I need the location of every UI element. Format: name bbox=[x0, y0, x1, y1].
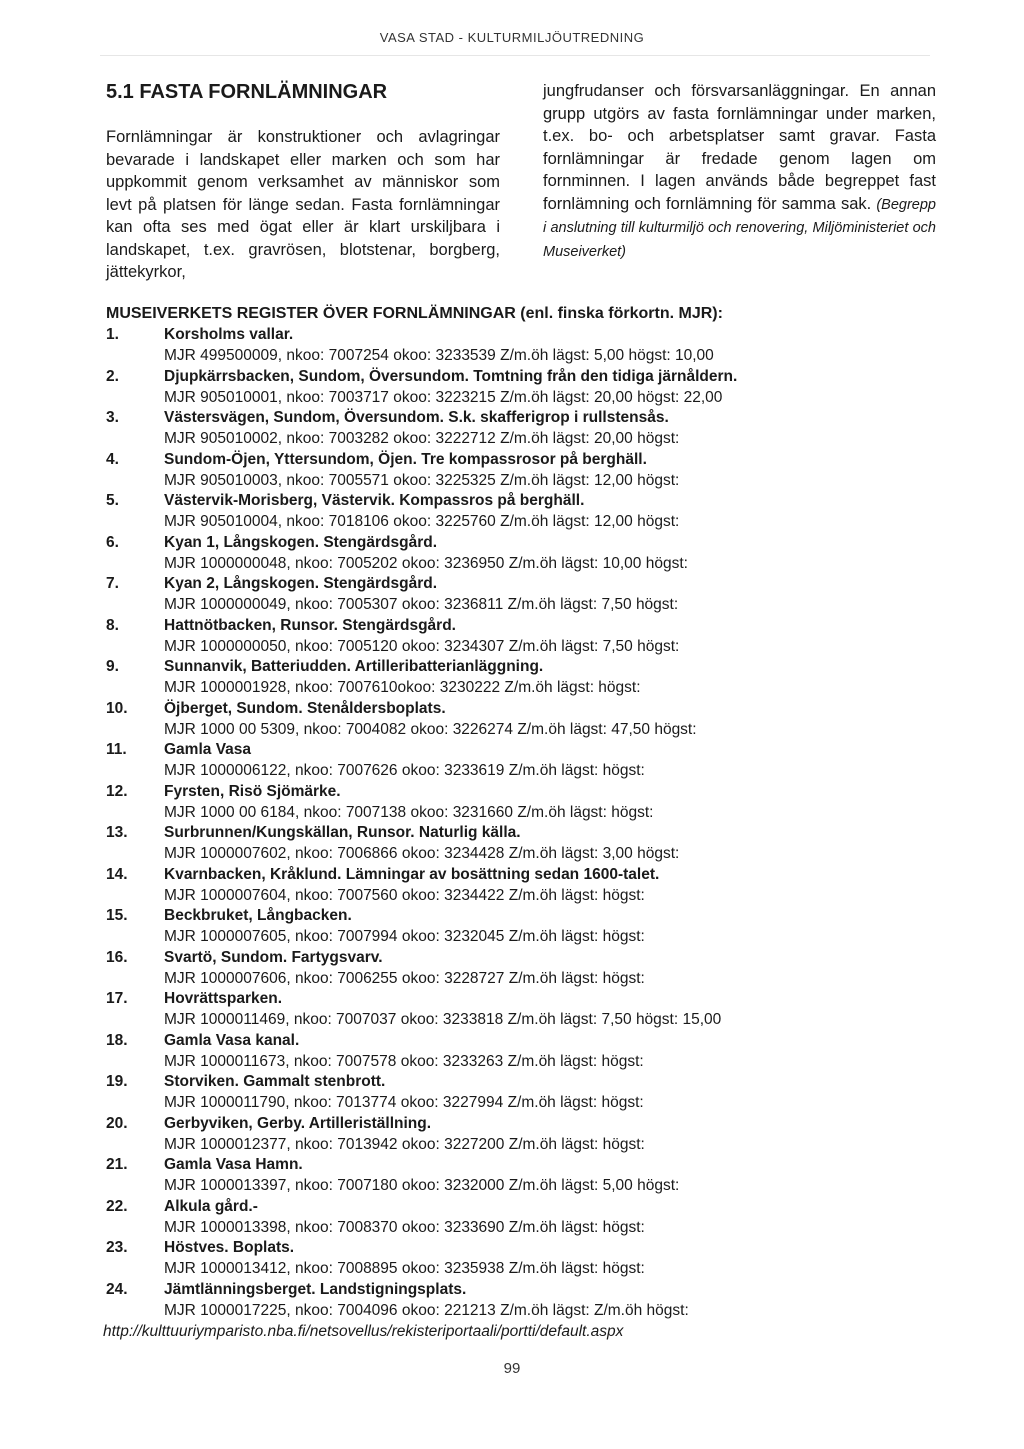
register-item-detail: MJR 1000017225, nkoo: 7004096 okoo: 221213 Z/m.öh lägst: Z/m.öh högst: bbox=[164, 1301, 689, 1319]
register-item-detail: MJR 1000001928, nkoo: 7007610okoo: 3230222 Z/m.öh lägst: högst: bbox=[164, 679, 641, 696]
source-note: (Begrepp i anslutning till kulturmiljö och renovering, Miljöministeriet och Museiverket) bbox=[543, 196, 936, 260]
register-item-detail: MJR 1000007602, nkoo: 7006866 okoo: 3234428 Z/m.öh lägst: 3,00 högst: bbox=[164, 845, 680, 862]
register-item bbox=[106, 1114, 946, 1156]
register-item-detail: MJR 1000012377, nkoo: 7013942 okoo: 3227200 Z/m.öh lägst: högst: bbox=[164, 1135, 645, 1153]
register-item-title: Kvarnbacken, Kråklund. Lämningar av bosättning sedan 1600-talet. bbox=[164, 865, 660, 883]
register-item-number: 22. bbox=[106, 1197, 128, 1215]
register-item-title: Gamla Vasa bbox=[164, 741, 252, 758]
register-item bbox=[106, 989, 946, 1031]
register-item bbox=[106, 906, 946, 948]
register-item-title: Djupkärrsbacken, Sundom, Översundom. Tomtning från den tidiga järnåldern. bbox=[164, 367, 738, 385]
register-item bbox=[106, 1197, 946, 1239]
register-item bbox=[106, 450, 946, 492]
register-item bbox=[106, 699, 946, 741]
register-item-number: 7. bbox=[106, 575, 119, 592]
register-item-title: Storviken. Gammalt stenbrott. bbox=[164, 1073, 386, 1090]
register-item-detail: MJR 905010003, nkoo: 7005571 okoo: 3225325 Z/m.öh lägst: 12,00 högst: bbox=[164, 471, 680, 489]
register-item bbox=[106, 325, 946, 367]
register-item-number: 18. bbox=[106, 1031, 128, 1049]
register-item-title: Västervik-Morisberg, Västervik. Kompassros på berghäll. bbox=[164, 492, 585, 509]
header-divider bbox=[100, 55, 930, 56]
register-item-detail: MJR 1000007606, nkoo: 7006255 okoo: 3228727 Z/m.öh lägst: högst: bbox=[164, 969, 645, 987]
register-item-title: Öjberget, Sundom. Stenåldersboplats. bbox=[164, 699, 446, 717]
register-item bbox=[106, 823, 946, 865]
register-item-number: 8. bbox=[106, 616, 119, 634]
register-item-detail: MJR 1000013398, nkoo: 7008370 okoo: 3233690 Z/m.öh lägst: högst: bbox=[164, 1218, 645, 1236]
register-item-number: 21. bbox=[106, 1156, 128, 1173]
register-item-number: 19. bbox=[106, 1073, 128, 1090]
register-item bbox=[106, 740, 946, 782]
register-item-number: 11. bbox=[106, 741, 127, 758]
register-item bbox=[106, 367, 946, 409]
register-item-number: 1. bbox=[106, 326, 119, 343]
source-link[interactable]: http://kulttuuriymparisto.nba.fi/netsovellus/rekisteriportaali/portti/default.aspx bbox=[103, 1323, 624, 1340]
register-item-title: Fyrsten, Risö Sjömärke. bbox=[164, 782, 341, 800]
register-item-detail: MJR 1000006122, nkoo: 7007626 okoo: 3233619 Z/m.öh lägst: högst: bbox=[164, 762, 645, 779]
register-item-title: Sunnanvik, Batteriudden. Artilleribatterianläggning. bbox=[164, 658, 544, 675]
register-item-detail: MJR 1000013412, nkoo: 7008895 okoo: 3235938 Z/m.öh lägst: högst: bbox=[164, 1260, 645, 1277]
register-item-number: 16. bbox=[106, 948, 128, 966]
register-item-detail: MJR 1000011673, nkoo: 7007578 okoo: 3233263 Z/m.öh lägst: högst: bbox=[164, 1052, 644, 1070]
register-item-title: Svartö, Sundom. Fartygsvarv. bbox=[164, 948, 383, 966]
register-item-title: Gamla Vasa Hamn. bbox=[164, 1156, 303, 1173]
register-item-number: 17. bbox=[106, 990, 128, 1007]
register-item bbox=[106, 1072, 946, 1114]
register-item-detail: MJR 1000 00 6184, nkoo: 7007138 okoo: 3231660 Z/m.öh lägst: högst: bbox=[164, 803, 654, 821]
register-item bbox=[106, 1238, 946, 1280]
register-item-number: 5. bbox=[106, 492, 119, 509]
register-item bbox=[106, 1280, 946, 1322]
register-item-detail: MJR 1000007605, nkoo: 7007994 okoo: 3232045 Z/m.öh lägst: högst: bbox=[164, 928, 645, 945]
register-item-number: 3. bbox=[106, 409, 119, 426]
intro-paragraph-left: Fornlämningar är konstruktioner och avlagringar bevarade i landskapet eller marken och som har uppkommit genom verksamhet av människor som levt på platsen för länge sedan. Fasta fornlämningar kan ofta ses med ögat eller är klart urskiljbara i landskapet, t.ex. gravrösen, blotstenar, borgberg, jättekyrkor, bbox=[106, 128, 500, 281]
register-item-detail: MJR 1000011469, nkoo: 7007037 okoo: 3233818 Z/m.öh lägst: 7,50 högst: 15,00 bbox=[164, 1011, 722, 1028]
register-item-number: 24. bbox=[106, 1280, 128, 1298]
section-title: 5.1 FASTA FORNLÄMNINGAR bbox=[106, 81, 388, 103]
register-item-number: 6. bbox=[106, 533, 119, 551]
register-item-title: Gerbyviken, Gerby. Artilleriställning. bbox=[164, 1114, 432, 1132]
register-item bbox=[106, 1031, 946, 1073]
register-item bbox=[106, 616, 946, 658]
register-item-detail: MJR 1000 00 5309, nkoo: 7004082 okoo: 3226274 Z/m.öh lägst: 47,50 högst: bbox=[164, 720, 697, 738]
register-list bbox=[106, 325, 946, 1321]
register-item-title: Alkula gård.- bbox=[164, 1197, 258, 1215]
register-item bbox=[106, 491, 946, 533]
right-column bbox=[543, 80, 936, 263]
intro-paragraph-right bbox=[543, 80, 936, 263]
register-item-title: Kyan 2, Långskogen. Stengärdsgård. bbox=[164, 575, 438, 592]
register-item-detail: MJR 1000007604, nkoo: 7007560 okoo: 3234422 Z/m.öh lägst: högst: bbox=[164, 886, 645, 904]
register-item-title: Sundom-Öjen, Yttersundom, Öjen. Tre kompassrosor på berghäll. bbox=[164, 450, 647, 468]
register-item-number: 13. bbox=[106, 824, 128, 841]
register-item-number: 12. bbox=[106, 782, 128, 800]
register-item-detail: MJR 905010002, nkoo: 7003282 okoo: 3222712 Z/m.öh lägst: 20,00 högst: bbox=[164, 430, 680, 447]
register-item-title: Gamla Vasa kanal. bbox=[164, 1031, 300, 1049]
register-item bbox=[106, 533, 946, 575]
register-item-title: Kyan 1, Långskogen. Stengärdsgård. bbox=[164, 533, 438, 551]
register-item bbox=[106, 574, 946, 616]
register-title: MUSEIVERKETS REGISTER ÖVER FORNLÄMNINGAR (enl. finska förkortn. MJR): bbox=[106, 305, 723, 322]
register-item bbox=[106, 782, 946, 824]
register-item bbox=[106, 657, 946, 699]
register-item-number: 9. bbox=[106, 658, 119, 675]
register-item-title: Surbrunnen/Kungskällan, Runsor. Naturlig källa. bbox=[164, 824, 521, 841]
left-column bbox=[106, 80, 500, 284]
register-item-detail: MJR 905010004, nkoo: 7018106 okoo: 3225760 Z/m.öh lägst: 12,00 högst: bbox=[164, 513, 680, 530]
register-item-number: 4. bbox=[106, 450, 119, 468]
register-item-detail: MJR 1000000050, nkoo: 7005120 okoo: 3234307 Z/m.öh lägst: 7,50 högst: bbox=[164, 637, 680, 655]
register-item-title: Jämtlänningsberget. Landstigningsplats. bbox=[164, 1280, 467, 1298]
page-header: VASA STAD - KULTURMILJÖUTREDNING bbox=[379, 30, 645, 45]
register-item-title: Beckbruket, Långbacken. bbox=[164, 907, 352, 924]
register-item-number: 15. bbox=[106, 907, 128, 924]
register-item-detail: MJR 905010001, nkoo: 7003717 okoo: 3223215 Z/m.öh lägst: 20,00 högst: 22,00 bbox=[164, 388, 723, 406]
register-item bbox=[106, 1155, 946, 1197]
register-item-number: 23. bbox=[106, 1239, 128, 1256]
register-item-title: Västersvägen, Sundom, Översundom. S.k. skafferigrop i rullstensås. bbox=[164, 409, 669, 426]
register-item-number: 2. bbox=[106, 367, 119, 385]
register-item-title: Korsholms vallar. bbox=[164, 326, 294, 343]
register-item bbox=[106, 865, 946, 907]
register-item-detail: MJR 1000013397, nkoo: 7007180 okoo: 3232000 Z/m.öh lägst: 5,00 högst: bbox=[164, 1177, 680, 1194]
register-item-number: 14. bbox=[106, 865, 128, 883]
register-item-number: 10. bbox=[106, 699, 128, 717]
register-item bbox=[106, 408, 946, 450]
register-item-detail: MJR 1000000048, nkoo: 7005202 okoo: 3236950 Z/m.öh lägst: 10,00 högst: bbox=[164, 554, 688, 572]
register-item-detail: MJR 1000000049, nkoo: 7005307 okoo: 3236811 Z/m.öh lägst: 7,50 högst: bbox=[164, 596, 679, 613]
register-item-title: Höstves. Boplats. bbox=[164, 1239, 295, 1256]
register-item-title: Hattnötbacken, Runsor. Stengärdsgård. bbox=[164, 616, 456, 634]
register-item-number: 20. bbox=[106, 1114, 128, 1132]
register-item-detail: MJR 1000011790, nkoo: 7013774 okoo: 3227994 Z/m.öh lägst: högst: bbox=[164, 1094, 644, 1111]
register-item bbox=[106, 948, 946, 990]
page-number: 99 bbox=[503, 1360, 521, 1377]
register-item-title: Hovrättsparken. bbox=[164, 990, 283, 1007]
intro-paragraph-right-text: jungfrudanser och försvarsanläggningar. En annan grupp utgörs av fasta fornlämningar under marken, t.ex. bo- och arbetsplatser samt gravar. Fasta fornlämningar är fredade genom lagen om fornminnen. I lagen används både begreppet fast fornlämning och fornlämning för samma sak. bbox=[543, 82, 936, 213]
register-item-detail: MJR 499500009, nkoo: 7007254 okoo: 3233539 Z/m.öh lägst: 5,00 högst: 10,00 bbox=[164, 347, 714, 364]
